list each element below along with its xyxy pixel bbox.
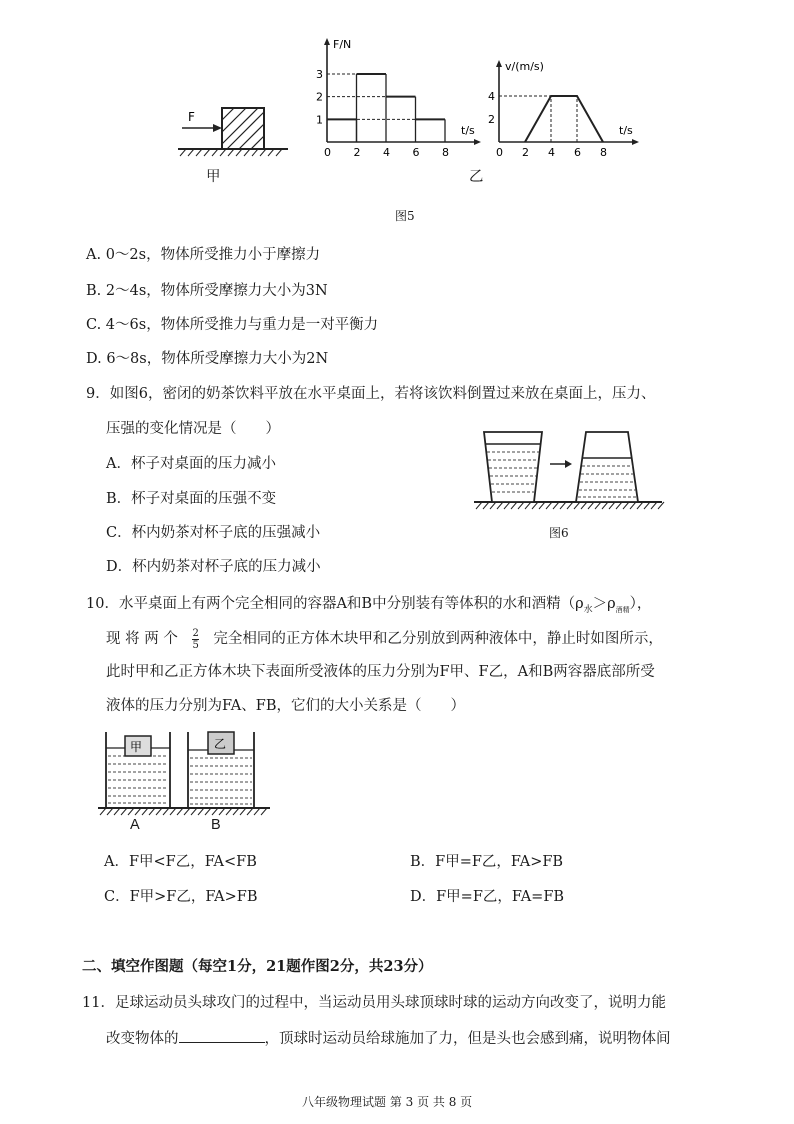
q9-option-d: D．杯内奶茶对杯子底的压力减小 (106, 559, 321, 575)
y-axis-arrow (496, 60, 502, 67)
y-tick-label: 2 (316, 90, 323, 104)
q10-line2-a: 现 将 两 个 (106, 631, 178, 647)
q10-line2-b: 完全相同的正方体木块甲和乙分别放到两种液体中，静止时如图所示， (213, 631, 663, 647)
y-axis-label: v/(m/s) (505, 60, 544, 73)
cup-inverted (576, 432, 638, 502)
figure-6 (470, 422, 670, 512)
q11-line2-a: 改变物体的 (106, 1031, 179, 1047)
q8-option-c-id: C (86, 317, 97, 333)
q8-option-a-id: A (86, 247, 97, 263)
q10-figure (98, 726, 278, 834)
q11-line1: 11．足球运动员头球攻门的过程中，当运动员用头球顶球时球的运动方向改变了，说明力能 (82, 995, 666, 1011)
x-tick-label: 2 (353, 146, 361, 159)
q9-option-b: B．杯子对桌面的压强不变 (106, 491, 277, 507)
x-axis-arrow (474, 139, 481, 145)
x-tick-label: 4 (548, 146, 555, 159)
q8-option-b (86, 279, 328, 300)
q8-option-d-id: D (86, 351, 98, 367)
container-b (188, 732, 254, 808)
frac-num: 2 (192, 627, 199, 639)
y-tick-label: 3 (316, 68, 323, 81)
fig5-label-yi: 乙 (469, 169, 484, 185)
y-tick-label: 2 (488, 113, 495, 126)
q10-stem-line3: 此时甲和乙正方体木块下表面所受液体的压力分别为F甲、F乙，A和B两容器底部所受 (106, 664, 655, 680)
y-tick-label: 4 (488, 90, 495, 103)
container-a-label: A (130, 817, 140, 833)
frac-den: 5 (192, 639, 199, 651)
q8-option-a (86, 243, 320, 264)
q9-stem-line1: 9．如图6，密闭的奶茶饮料平放在水平桌面上，若将该饮料倒置过来放在桌面上，压力、 (86, 386, 656, 402)
container-b-label: B (211, 817, 221, 833)
y-axis-label: F/N (333, 38, 352, 51)
q10-option-a: A．F甲<F乙，FA<FB (104, 854, 257, 870)
fig5-label-jia: 甲 (206, 169, 221, 185)
x-axis-label: t/s (619, 124, 633, 137)
q8-option-d (86, 347, 328, 368)
x-tick-label: 4 (383, 146, 390, 159)
q9-option-a: A．杯子对桌面的压力减小 (106, 456, 276, 472)
cup-upright (484, 432, 542, 502)
q10-line1-text: 10．水平桌面上有两个完全相同的容器A和B中分别装有等体积的水和酒精（ρ (86, 596, 584, 612)
q8-option-a-text: 0～2s，物体所受推力小于摩擦力 (105, 247, 321, 263)
q10-option-d: D．F甲=F乙，FA=FB (410, 889, 565, 905)
fig5-caption: 图5 (395, 209, 415, 223)
q11-line2 (106, 1027, 671, 1048)
q10-line1-end: ）， (629, 596, 652, 612)
x-tick-label: 6 (574, 146, 581, 159)
q10-option-c: C．F甲>F乙，FA>FB (104, 889, 258, 905)
q8-option-b-text: 2～4s，物体所受摩擦力大小为3N (105, 283, 328, 299)
fig5-block-diagram (178, 108, 288, 156)
velocity-time-chart (488, 60, 639, 159)
q8-option-d-dot: . (97, 351, 107, 367)
x-axis-arrow (632, 139, 639, 145)
x-tick-label: 8 (442, 146, 449, 159)
x-tick-label: 6 (412, 146, 420, 159)
y-axis-arrow (324, 38, 330, 45)
q8-option-a-dot: . (96, 247, 106, 263)
page-footer: 八年级物理试题 第 3 页 共 8 页 (302, 1095, 473, 1109)
q10-stem-line1 (86, 592, 651, 615)
rho-alcohol-sub: 酒精 (615, 605, 630, 614)
fig6-caption: 图6 (549, 526, 569, 540)
q8-option-c-text: 4～6s，物体所受推力与重力是一对平衡力 (105, 317, 379, 333)
block-yi-label: 乙 (214, 737, 227, 751)
q10-option-b: B．F甲=F乙，FA>FB (410, 854, 564, 870)
block-jia-label: 甲 (130, 740, 143, 754)
q11-answer-blank[interactable] (179, 1030, 265, 1043)
x-tick-label: 0 (324, 146, 331, 159)
q8-option-c-dot: . (96, 317, 106, 333)
q9-option-c: C．杯内奶茶对杯子底的压强减小 (106, 525, 321, 541)
q11-line2-b: ，顶球时运动员给球施加了力，但是头也会感到痛，说明物体间 (264, 1031, 671, 1047)
q8-option-c (86, 313, 378, 334)
x-axis-label: t/s (461, 124, 475, 137)
container-a (106, 732, 170, 808)
q9-stem-line2: 压强的变化情况是（ ） (106, 421, 280, 437)
velocity-line (525, 96, 603, 142)
q8-option-b-id: B (86, 283, 97, 299)
q10-gt: ＞ρ (592, 596, 616, 612)
q10-fraction (192, 628, 198, 651)
rho-water-sub: 水 (583, 604, 593, 615)
y-tick-label: 1 (316, 113, 323, 127)
force-time-chart (316, 38, 481, 159)
section-2-title: 二、填空作图题（每空1分，21题作图2分，共23分） (82, 958, 433, 975)
q10-stem-line4: 液体的压力分别为FA、FB，它们的大小关系是（ ） (106, 698, 465, 714)
figure-5 (160, 30, 640, 190)
q10-stem-line2 (106, 627, 663, 651)
x-tick-label: 2 (522, 146, 529, 159)
q8-option-d-text: 6～8s，物体所受摩擦力大小为2N (106, 351, 329, 367)
q8-option-b-dot: . (96, 283, 106, 299)
force-label: F (188, 110, 195, 124)
x-tick-label: 0 (496, 146, 503, 159)
x-tick-label: 8 (600, 146, 607, 159)
